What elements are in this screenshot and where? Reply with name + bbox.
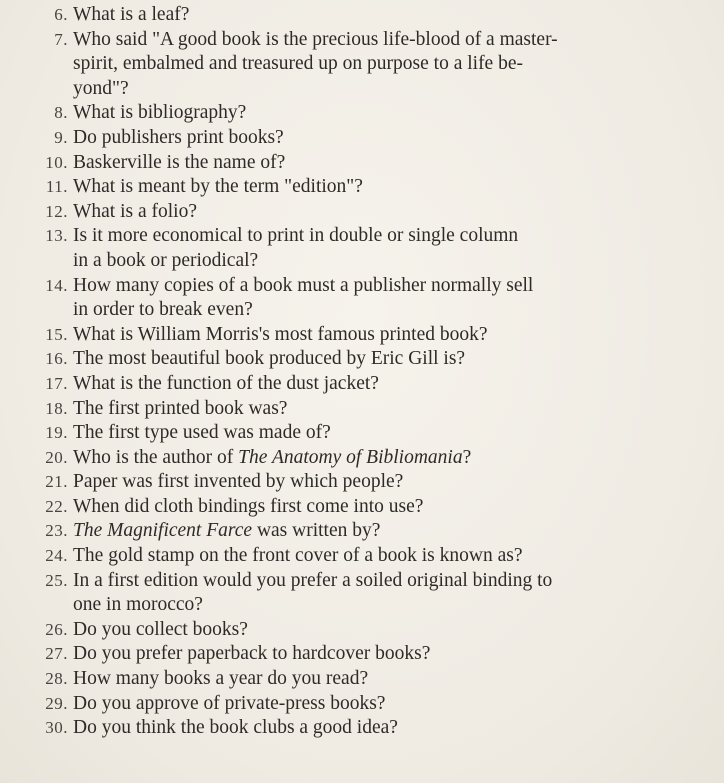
- question-number: 24.: [45, 546, 68, 566]
- question-number: 11.: [45, 177, 68, 197]
- question-item: [0, 151, 724, 176]
- question-item: [0, 323, 724, 348]
- question-item: [0, 692, 724, 717]
- question-text-line: How many copies of a book must a publisher normally sell: [73, 274, 534, 296]
- question-text-line: In a first edition would you prefer a soiled original binding to: [73, 569, 553, 591]
- question-text-line: Do you approve of private-press books?: [73, 692, 386, 714]
- question-item: [0, 421, 724, 446]
- question-text-line: Paper was first invented by which people?: [73, 471, 404, 493]
- question-item: [0, 470, 724, 495]
- question-list: [0, 3, 724, 741]
- question-text-line: Do you collect books?: [73, 618, 248, 640]
- question-item: [0, 397, 724, 422]
- question-number: 9.: [54, 127, 68, 147]
- question-number: 23.: [45, 521, 68, 541]
- question-number: 6.: [54, 5, 68, 24]
- question-number: 29.: [45, 693, 68, 713]
- question-text-line: The first type used was made of?: [73, 422, 331, 444]
- question-number: 28.: [45, 669, 68, 689]
- question-item: [0, 544, 724, 569]
- question-text-line: The Magnificent Farce was written by?: [73, 520, 381, 542]
- question-text-line: yond"?: [73, 77, 129, 99]
- question-text-line: one in morocco?: [73, 594, 203, 616]
- question-item: [0, 126, 724, 151]
- question-number: 25.: [45, 570, 68, 590]
- question-item: [0, 446, 724, 471]
- question-text-line: When did cloth bindings first come into use?: [73, 495, 424, 517]
- question-item: [0, 347, 724, 372]
- question-text-line: in order to break even?: [73, 299, 253, 321]
- question-item: [0, 101, 724, 126]
- question-text-line: What is William Morris's most famous printed book?: [73, 323, 488, 345]
- question-number: 10.: [45, 152, 68, 172]
- question-number: 13.: [45, 226, 68, 246]
- question-text-line: Do you think the book clubs a good idea?: [73, 717, 398, 739]
- question-text-line: What is a leaf?: [73, 4, 190, 25]
- question-text-line: What is a folio?: [73, 200, 197, 222]
- question-item: [0, 642, 724, 667]
- question-text-line: How many books a year do you read?: [73, 668, 369, 690]
- question-number: 16.: [45, 349, 68, 369]
- question-item: [0, 569, 724, 618]
- question-number: 30.: [45, 718, 68, 738]
- question-number: 26.: [45, 619, 68, 639]
- question-number: 12.: [45, 201, 68, 221]
- question-item: [0, 28, 724, 102]
- question-text-line: Do publishers print books?: [73, 126, 284, 148]
- question-item: [0, 274, 724, 323]
- question-number: 7.: [54, 29, 68, 49]
- question-number: 27.: [45, 644, 68, 664]
- question-number: 15.: [45, 324, 68, 344]
- question-text-line: Do you prefer paperback to hardcover books?: [73, 643, 431, 665]
- question-text-line: The first printed book was?: [73, 397, 288, 419]
- question-item: [0, 618, 724, 643]
- question-text-line: spirit, embalmed and treasured up on purpose to a life be-: [73, 53, 523, 75]
- question-text-line: The gold stamp on the front cover of a book is known as?: [73, 545, 523, 567]
- question-number: 20.: [45, 447, 68, 467]
- question-item: [0, 519, 724, 544]
- question-text-line: What is bibliography?: [73, 102, 247, 124]
- question-text-line: in a book or periodical?: [73, 249, 259, 271]
- question-item: [0, 224, 724, 273]
- question-number: 17.: [45, 373, 68, 393]
- question-item: [0, 200, 724, 225]
- question-text-line: Who is the author of The Anatomy of Bibliomania?: [73, 446, 472, 468]
- question-item: [0, 372, 724, 397]
- question-number: 21.: [45, 472, 68, 492]
- question-item: [0, 175, 724, 200]
- question-number: 8.: [54, 103, 68, 123]
- question-item: [0, 667, 724, 692]
- question-item: [0, 3, 724, 28]
- question-text-line: What is meant by the term "edition"?: [73, 176, 363, 198]
- question-number: 22.: [45, 496, 68, 516]
- question-text-line: Is it more economical to print in double or single column: [73, 225, 519, 247]
- question-number: 18.: [45, 398, 68, 418]
- question-text-line: Who said "A good book is the precious life-blood of a master-: [73, 28, 558, 50]
- question-number: 14.: [45, 275, 68, 295]
- question-item: [0, 716, 724, 741]
- question-text-line: What is the function of the dust jacket?: [73, 372, 379, 394]
- question-text-line: Baskerville is the name of?: [73, 151, 286, 173]
- question-text-line: The most beautiful book produced by Eric Gill is?: [73, 348, 466, 370]
- question-item: [0, 495, 724, 520]
- question-number: 19.: [45, 423, 68, 443]
